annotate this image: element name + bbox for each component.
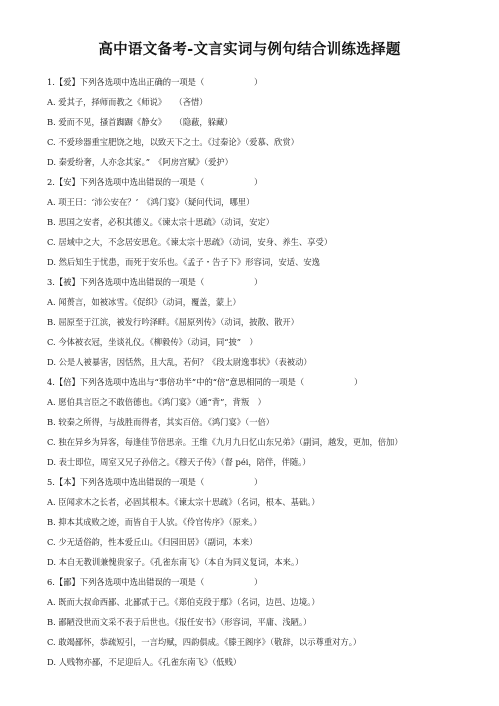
question-5-option-b: B. 抑本其成败之迹，而皆自于人欤。《伶官传序》（原来。） bbox=[47, 517, 262, 527]
question-3-option-d: D. 公是人被暴害，因恬然，且大乱，若何？《段太尉逸事状》（表被动） bbox=[47, 357, 312, 367]
question-3-option-a: A. 闻蒉言，如被冰雪。《促织》（动词，覆盖，蒙上） bbox=[47, 297, 241, 307]
question-2-stem: 2.【安】下列各选项中选出错误的一项是（ ） bbox=[47, 177, 263, 187]
question-2-option-c: C. 居域中之大，不念居安思危。《谏太宗十思疏》（动词，安身、养生、享受） bbox=[47, 237, 333, 247]
question-1-option-a: A. 爱其子，择师而教之《师说》 （吝惜） bbox=[47, 97, 208, 107]
question-5-option-c: C. 少无适俗韵，性本爱丘山。《归园田居》（副词，本来） bbox=[47, 537, 258, 547]
question-2-option-a: A. 项王曰：‘沛公安在？’ 《鸿门宴》（疑问代词，哪里） bbox=[47, 197, 255, 207]
question-2-option-b: B. 思国之安者，必积其德义。《谏太宗十思疏》（动词，安定） bbox=[47, 217, 275, 227]
question-5-option-d: D. 本自无教训兼愧贵家子。《孔雀东南飞》（本自为同义复词，本来。） bbox=[47, 557, 304, 567]
question-6-option-d: D. 人贱物亦鄙，不足迎后人。《孔雀东南飞》（低贱） bbox=[47, 657, 242, 667]
question-3-option-b: B. 屈原至于江滨，被发行吟泽畔。《屈原列传》（动词，披散、散开） bbox=[47, 317, 299, 327]
question-4-option-b: B. 较秦之所得，与战胜而得者，其实百倍。《鸿门宴》（一倍） bbox=[47, 417, 275, 427]
question-6-option-a: A. 既而大叔命西鄙、北鄙贰于己。《郑伯克段于鄢》（名词，边邑、边境。） bbox=[47, 597, 320, 607]
question-6-stem: 6.【鄙】下列各选项中选出错误的一项是（ ） bbox=[47, 577, 263, 587]
question-4-option-a: A. 愿伯具言臣之不敢倍德也。《鸿门宴》（通“背”，背叛 ） bbox=[47, 397, 266, 407]
question-4-option-d: D. 表士即位，周室又兄子孙倍之。《穆天子传》（督 péi，陪伴，伴随。） bbox=[47, 457, 311, 467]
question-3-option-c: C. 今体被衣冠，坐谈礼仪。《柳毅传》（动词，同“披” ） bbox=[47, 337, 258, 347]
question-4-option-c: C. 独在异乡为异客，每逢佳节倍思亲。王维《九月九日忆山东兄弟》（副词，越发，更加，倍加） bbox=[47, 437, 403, 447]
page-title: 高中语文备考-文言实词与例句结合训练选择题 bbox=[98, 42, 401, 58]
question-5-stem: 5.【本】下列各选项中选出错误的一项是（ ） bbox=[47, 477, 263, 487]
question-3-stem: 3.【被】下列各选项中选出错误的一项是（ ） bbox=[47, 277, 263, 287]
question-1-option-b: B. 爱而不见，搔首踟蹰《静女》 （隐蔽，躲藏） bbox=[47, 117, 233, 127]
question-6-option-b: B. 鄙陋没世而文采不表于后世也。《报任安书》（形容词，平庸、浅陋。） bbox=[47, 617, 312, 627]
question-4-stem: 4.【倍】下列各选项中选出与“事倍功半”中的“倍”意思相同的一项是（ ） bbox=[47, 377, 363, 387]
question-5-option-a: A. 臣闻求木之长者，必固其根本。《谏太宗十思疏》（名词，根本、基础。） bbox=[47, 497, 320, 507]
question-1-stem: 1.【爱】下列各选项中选出正确的一项是（ ） bbox=[47, 77, 263, 87]
question-2-option-d: D. 然后知生于忧患，而死于安乐也。《孟子・告子下》形容词，安适、安逸 bbox=[47, 257, 320, 267]
question-1-option-d: D. 秦爱纷奢，人亦念其家。” 《阿房宫赋》（爱护） bbox=[47, 157, 233, 167]
question-1-option-c: C. 不爱珍器重宝肥饶之地，以致天下之士。《过秦论》（爱慕、欣赏） bbox=[47, 137, 299, 147]
question-6-option-c: C. 敢竭鄙怀，恭疏短引，一言均赋，四韵俱成。《滕王阁序》（敬辞，以示尊重对方。） bbox=[47, 637, 362, 647]
